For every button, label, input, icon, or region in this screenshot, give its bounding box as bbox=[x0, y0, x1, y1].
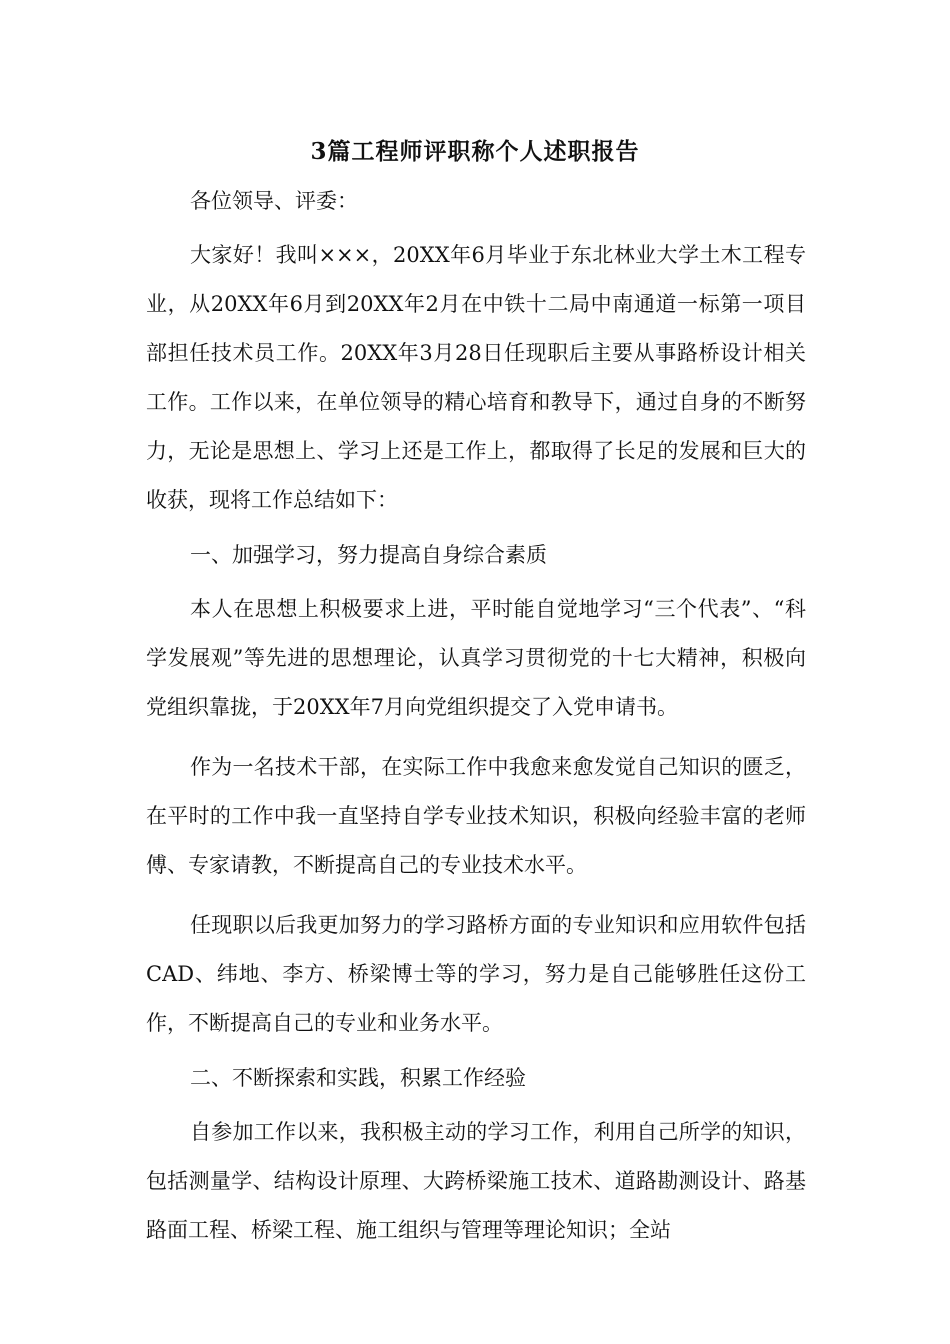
body-paragraph: 自参加工作以来，我积极主动的学习工作，利用自己所学的知识，包括测量学、结构设计原理、大跨桥梁施工技术、道路勘测设计、路基路面工程、桥梁工程、施工组织与管理等理论知识；全站 bbox=[146, 1120, 806, 1242]
document-body bbox=[146, 182, 806, 1266]
body-paragraph: 作为一名技术干部，在实际工作中我愈来愈发觉自己知识的匮乏，在平时的工作中我一直坚持自学专业技术知识，积极向经验丰富的老师傅、专家请教，不断提高自己的专业技术水平。 bbox=[146, 755, 806, 877]
intro-paragraph: 大家好！我叫×××，20XX年6月毕业于东北林业大学土木工程专业，从20XX年6月到20XX年2月在中铁十二局中南通道一标第一项目部担任技术员工作。20XX年3月28日任现职后主要从事路桥设计相关工作。工作以来，在单位领导的精心培育和教导下，通过自身的不断努力，无论是思想上、学习上还是工作上，都取得了长足的发展和巨大的收获，现将工作总结如下： bbox=[146, 243, 806, 512]
salutation-paragraph: 各位领导、评委： bbox=[190, 189, 358, 213]
section-heading-1: 一、加强学习，努力提高自身综合素质 bbox=[190, 543, 547, 567]
section-heading-2: 二、不断探索和实践，积累工作经验 bbox=[190, 1066, 526, 1090]
body-paragraph: 任现职以后我更加努力的学习路桥方面的专业知识和应用软件包括CAD、纬地、李方、桥梁博士等的学习，努力是自己能够胜任这份工作，不断提高自己的专业和业务水平。 bbox=[146, 913, 806, 1035]
document-title: 3篇工程师评职称个人述职报告 bbox=[310, 138, 640, 165]
body-paragraph: 本人在思想上积极要求上进，平时能自觉地学习“三个代表”、“科学发展观”等先进的思想理论，认真学习贯彻党的十七大精神，积极向党组织靠拢，于20XX年7月向党组织提交了入党申请书。 bbox=[146, 597, 806, 719]
